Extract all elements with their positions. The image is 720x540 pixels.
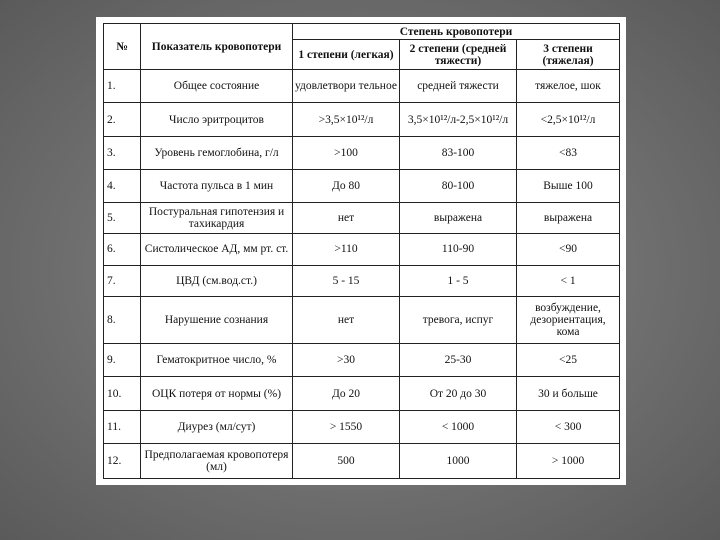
row-num: 9. [104, 344, 141, 377]
row-degree-1: 5 - 15 [293, 266, 400, 297]
row-degree-3: < 300 [517, 411, 620, 444]
row-num: 12. [104, 444, 141, 479]
row-degree-1: >30 [293, 344, 400, 377]
row-degree-1: >100 [293, 137, 400, 170]
row-num: 3. [104, 137, 141, 170]
row-degree-1: До 80 [293, 170, 400, 203]
row-degree-1: До 20 [293, 376, 400, 411]
row-degree-1: удовлетвори тельное [293, 70, 400, 103]
row-num: 11. [104, 411, 141, 444]
header-degree-2: 2 степени (средней тяжести) [400, 40, 517, 70]
row-indicator: Систолическое АД, мм рт. ст. [141, 233, 293, 266]
header-indicator: Показатель кровопотери [141, 24, 293, 70]
header-group: Степень кровопотери [293, 24, 620, 40]
table-row [104, 70, 620, 103]
row-degree-2: 3,5×10¹²/л-2,5×10¹²/л [400, 102, 517, 137]
row-degree-2: средней тяжести [400, 70, 517, 103]
row-degree-2: 80-100 [400, 170, 517, 203]
row-degree-3: выражена [517, 202, 620, 233]
row-num: 6. [104, 233, 141, 266]
table-row [104, 202, 620, 233]
row-degree-3: <90 [517, 233, 620, 266]
row-degree-3: тяжелое, шок [517, 70, 620, 103]
row-indicator: Предполагаемая кровопотеря (мл) [141, 444, 293, 479]
row-num: 2. [104, 102, 141, 137]
table-row [104, 233, 620, 266]
row-num: 4. [104, 170, 141, 203]
row-degree-2: тревога, испуг [400, 296, 517, 343]
row-num: 5. [104, 202, 141, 233]
row-num: 7. [104, 266, 141, 297]
row-degree-3: 30 и больше [517, 376, 620, 411]
row-degree-3: <25 [517, 344, 620, 377]
table-row [104, 296, 620, 343]
row-num: 10. [104, 376, 141, 411]
row-degree-1: >3,5×10¹²/л [293, 102, 400, 137]
row-indicator: Диурез (мл/сут) [141, 411, 293, 444]
row-degree-2: < 1000 [400, 411, 517, 444]
row-degree-3: возбуждение, дезориентация, кома [517, 296, 620, 343]
row-indicator: ОЦК потеря от нормы (%) [141, 376, 293, 411]
table-row [104, 376, 620, 411]
header-degree-1: 1 степени (легкая) [293, 40, 400, 70]
row-degree-2: 1000 [400, 444, 517, 479]
row-indicator: Нарушение сознания [141, 296, 293, 343]
row-degree-1: > 1550 [293, 411, 400, 444]
row-indicator: Постуральная гипотензия и тахикардия [141, 202, 293, 233]
row-degree-3: > 1000 [517, 444, 620, 479]
table-row [104, 266, 620, 297]
table-row [104, 137, 620, 170]
header-num: № [104, 24, 141, 70]
row-degree-3: <2,5×10¹²/л [517, 102, 620, 137]
row-degree-2: выражена [400, 202, 517, 233]
row-degree-1: 500 [293, 444, 400, 479]
row-degree-3: <83 [517, 137, 620, 170]
row-indicator: Число эритроцитов [141, 102, 293, 137]
table-row [104, 444, 620, 479]
row-degree-3: Выше 100 [517, 170, 620, 203]
header-degree-3: 3 степени (тяжелая) [517, 40, 620, 70]
row-indicator: Гематокритное число, % [141, 344, 293, 377]
row-degree-2: 83-100 [400, 137, 517, 170]
table-row [104, 170, 620, 203]
row-indicator: Уровень гемоглобина, г/л [141, 137, 293, 170]
row-indicator: Общее состояние [141, 70, 293, 103]
row-indicator: ЦВД (см.вод.ст.) [141, 266, 293, 297]
row-degree-1: нет [293, 202, 400, 233]
row-degree-2: 1 - 5 [400, 266, 517, 297]
slide-frame [96, 17, 626, 485]
table-row [104, 102, 620, 137]
row-num: 8. [104, 296, 141, 343]
row-degree-1: >110 [293, 233, 400, 266]
row-indicator: Частота пульса в 1 мин [141, 170, 293, 203]
row-degree-2: 110-90 [400, 233, 517, 266]
row-degree-1: нет [293, 296, 400, 343]
row-degree-3: < 1 [517, 266, 620, 297]
table-row [104, 411, 620, 444]
row-num: 1. [104, 70, 141, 103]
row-degree-2: 25-30 [400, 344, 517, 377]
table-row [104, 344, 620, 377]
row-degree-2: От 20 до 30 [400, 376, 517, 411]
blood-loss-table [103, 23, 620, 479]
